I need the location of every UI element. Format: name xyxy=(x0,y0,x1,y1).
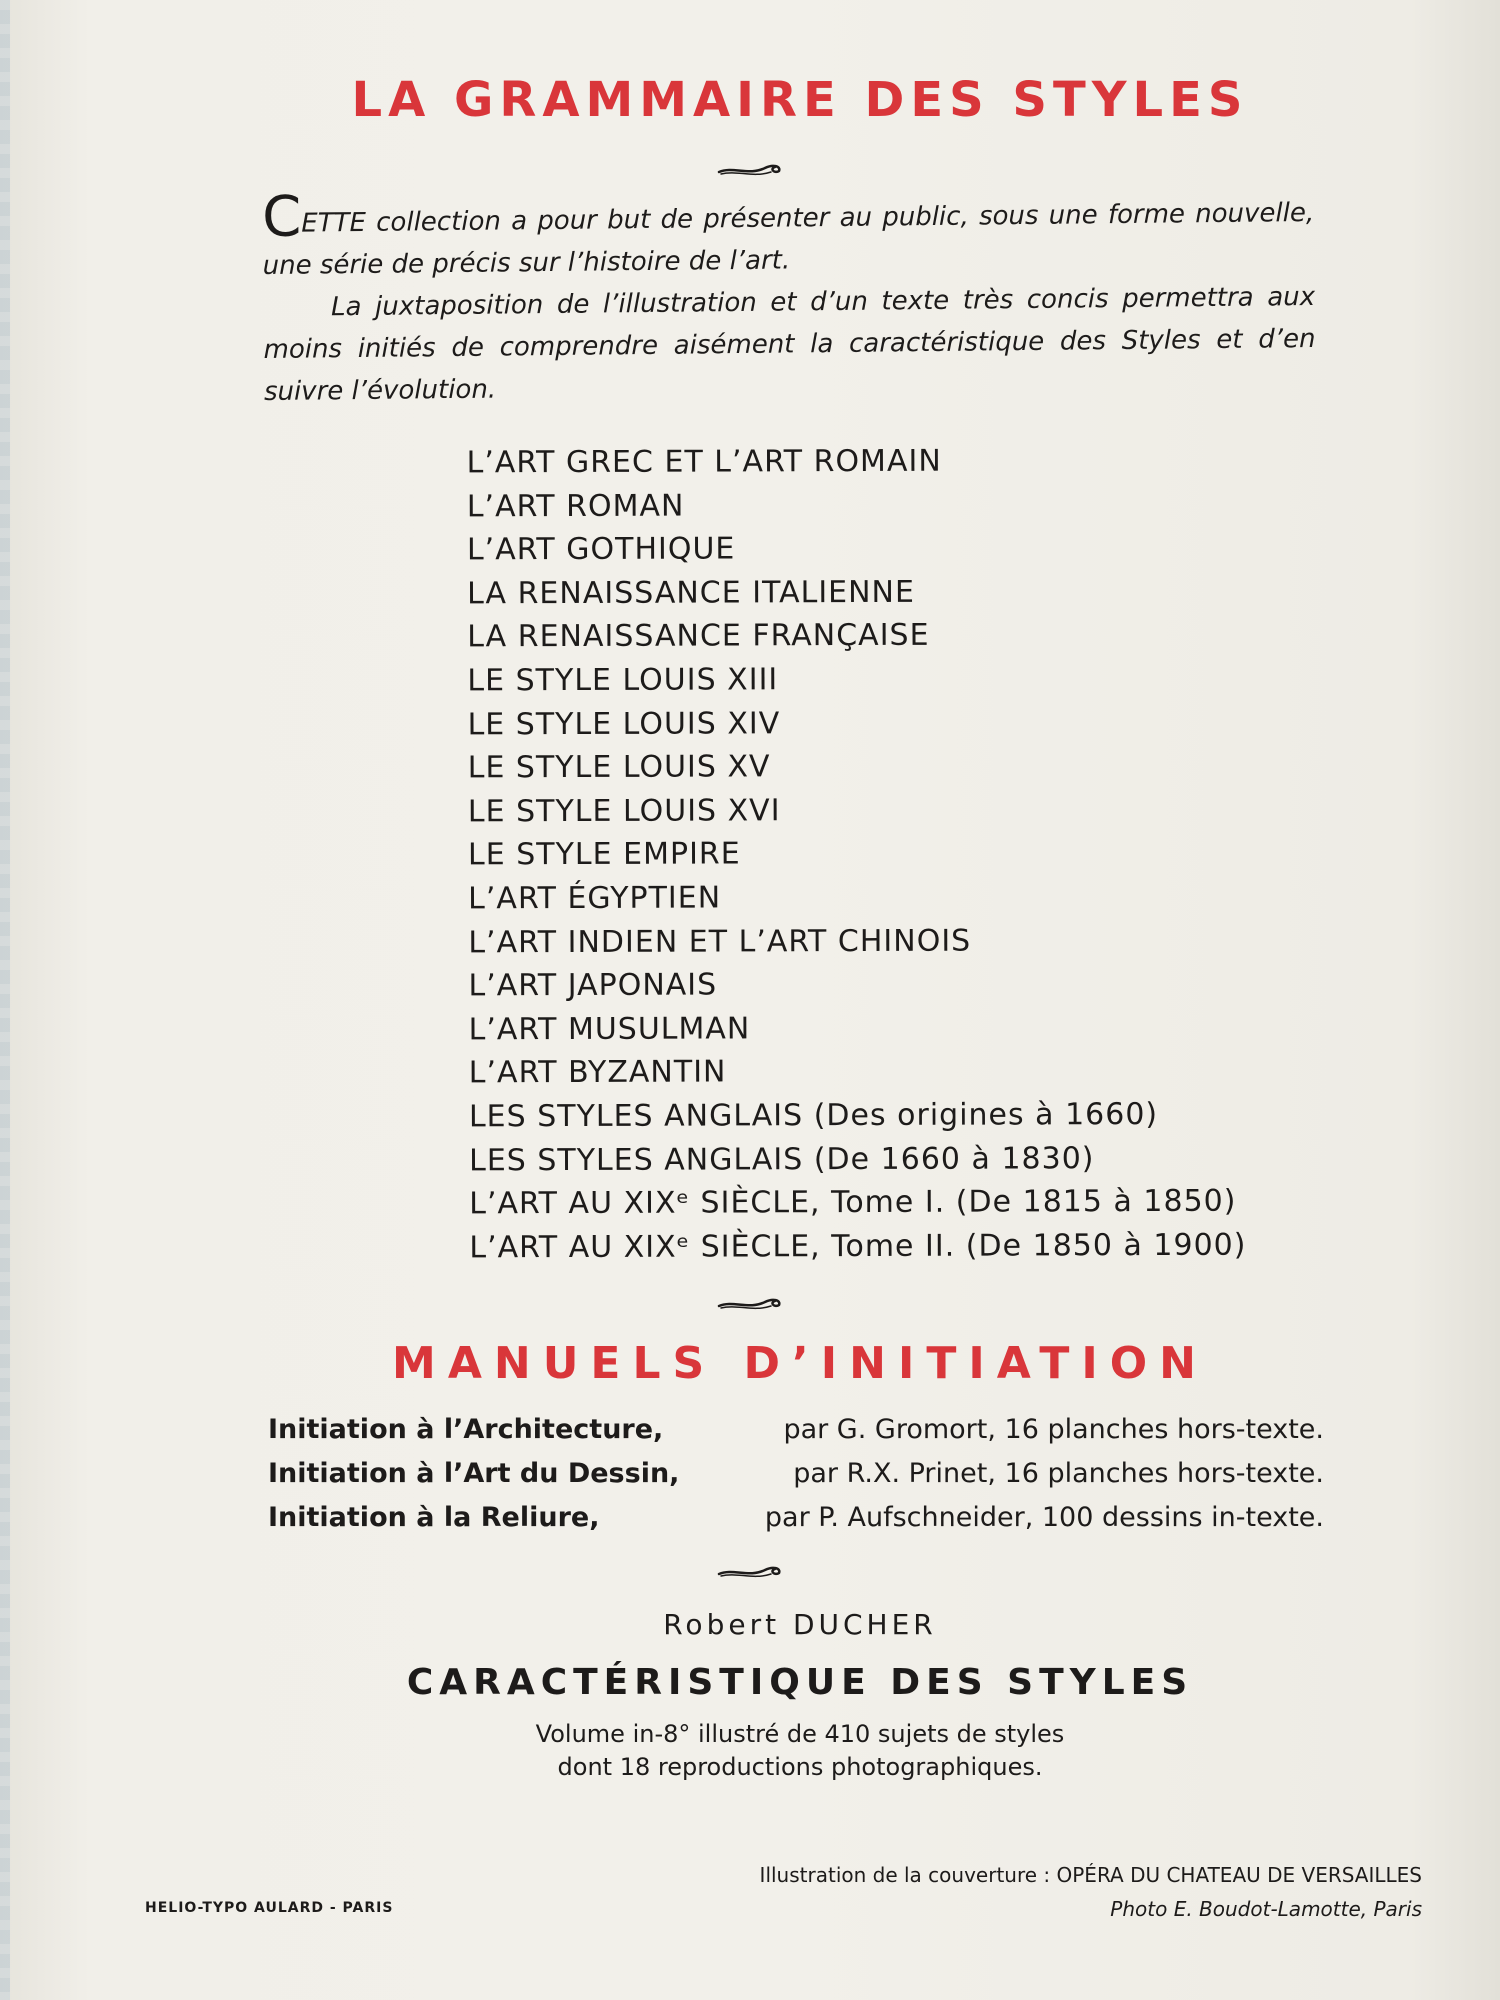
manual-title: Initiation à la Reliure, xyxy=(268,1502,600,1533)
list-item: L’ART GOTHIQUE xyxy=(466,531,736,568)
list-item: L’ART MUSULMAN xyxy=(468,1011,751,1048)
manual-details: par R.X. Prinet, 16 planches hors-texte. xyxy=(793,1458,1324,1489)
list-item: L’ART JAPONAIS xyxy=(468,967,718,1004)
book-title: CARACTÉRISTIQUE DES STYLES xyxy=(406,1662,1194,1703)
manual-title: Initiation à l’Art du Dessin, xyxy=(268,1458,680,1489)
list-item: L’ART ROMAN xyxy=(466,488,685,524)
list-item: LA RENAISSANCE ITALIENNE xyxy=(467,574,915,612)
list-item: L’ART ÉGYPTIEN xyxy=(468,880,722,917)
printer-imprint: HELIO-TYPO AULARD - PARIS xyxy=(145,1900,394,1916)
list-item: LE STYLE EMPIRE xyxy=(467,836,741,873)
cover-credits xyxy=(760,1858,1422,1926)
list-item: L’ART AU XIXᵉ SIÈCLE, Tome I. (De 1815 à 1850) xyxy=(469,1183,1237,1222)
manuels-heading: MANUELS D’INITIATION xyxy=(392,1338,1208,1389)
list-item: L’ART BYZANTIN xyxy=(468,1054,727,1091)
intro-text xyxy=(261,184,1316,413)
list-item: LE STYLE LOUIS XIII xyxy=(467,662,779,699)
list-item: LE STYLE LOUIS XIV xyxy=(467,705,781,742)
book-description-line: Volume in-8° illustré de 410 sujets de styles xyxy=(535,1720,1065,1748)
intro-paragraph-2: La juxtaposition de l’illustration et d’un texte très concis permettra aux moins initiés de comprendre aisément la caractéristique des Styles et d’en suivre l’évolution. xyxy=(263,281,1316,407)
book-description-line: dont 18 reproductions photographiques. xyxy=(557,1753,1043,1781)
list-item: L’ART AU XIXᵉ SIÈCLE, Tome II. (De 1850 à 1900) xyxy=(469,1227,1247,1266)
book-author: Robert DUCHER xyxy=(663,1608,937,1641)
drop-cap: C xyxy=(261,184,302,250)
cover-illustration-credit: Illustration de la couverture : OPÉRA DU CHATEAU DE VERSAILLES xyxy=(759,1863,1422,1887)
photo-credit: Photo E. Boudot-Lamotte, Paris xyxy=(1110,1897,1422,1921)
list-item xyxy=(268,1452,1324,1496)
list-item: LE STYLE LOUIS XV xyxy=(467,749,771,786)
manuels-list xyxy=(268,1408,1324,1540)
book-description xyxy=(0,1718,1500,1784)
series-title: LA GRAMMAIRE DES STYLES xyxy=(351,72,1249,128)
intro-paragraph-1-text: ETTE collection a pour but de présenter au public, sous une forme nouvelle, une série de précis sur l’histoire de l’art. xyxy=(262,197,1315,281)
list-item: LE STYLE LOUIS XVI xyxy=(467,793,781,830)
manual-title: Initiation à l’Architecture, xyxy=(268,1414,664,1445)
manual-details: par G. Gromort, 16 planches hors-texte. xyxy=(783,1414,1324,1445)
flourish-ornament-icon xyxy=(715,156,785,180)
list-item xyxy=(268,1496,1324,1540)
flourish-ornament-icon xyxy=(715,1558,785,1582)
intro-paragraph-1 xyxy=(261,184,1315,287)
manual-details: par P. Aufschneider, 100 dessins in-texte. xyxy=(764,1502,1324,1533)
collection-title-list xyxy=(467,439,1247,1270)
list-item xyxy=(268,1408,1324,1452)
flourish-ornament-icon xyxy=(715,1290,785,1314)
list-item: LES STYLES ANGLAIS (De 1660 à 1830) xyxy=(469,1140,1095,1178)
list-item: L’ART INDIEN ET L’ART CHINOIS xyxy=(468,923,972,960)
list-item: L’ART GREC ET L’ART ROMAIN xyxy=(466,443,942,481)
list-item: LES STYLES ANGLAIS (Des origines à 1660) xyxy=(468,1096,1159,1135)
list-item: LA RENAISSANCE FRANÇAISE xyxy=(467,618,930,655)
